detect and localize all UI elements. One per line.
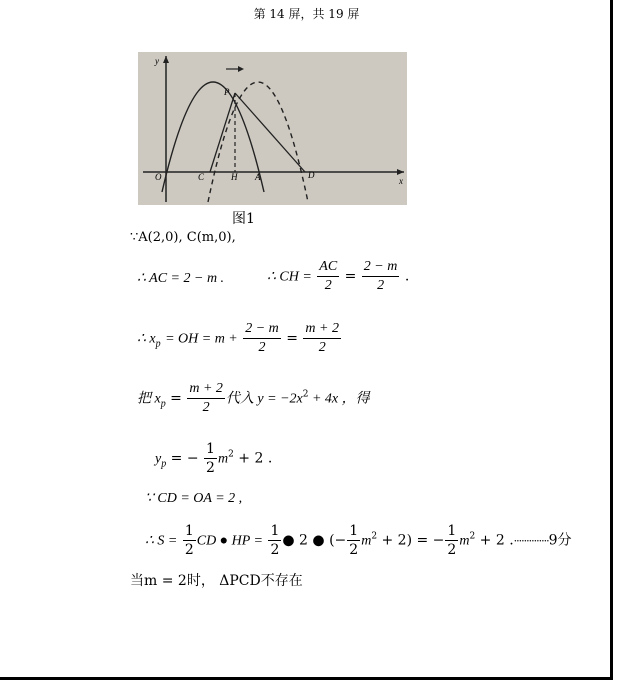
s-fraction-2 (268, 522, 281, 559)
segment-pd (235, 93, 305, 172)
yp-eq: = − (170, 450, 199, 467)
label-a: A (255, 172, 261, 182)
given-line: ∵A(2,0), C(m,0), (130, 230, 236, 245)
label-p: P (224, 87, 230, 97)
area-line (145, 522, 572, 559)
ch-f1-den: 2 (324, 278, 332, 293)
parabola-graph (138, 52, 407, 205)
s-fraction-1 (183, 522, 196, 559)
label-o: O (155, 172, 162, 182)
s-sup1: 2 (371, 531, 378, 542)
sub-end: + 4x ，得 (308, 391, 370, 407)
xp-f2-num: m + 2 (303, 320, 341, 339)
s-mid4: + 2) = − (377, 532, 445, 549)
shift-arrow-head (238, 66, 244, 72)
sub-f-den: 2 (202, 400, 210, 415)
xp-f2-den: 2 (318, 340, 326, 355)
score-label: 9分 (548, 532, 572, 549)
ch-f2-num: 2 − m (362, 258, 400, 277)
score-leader-dots: ·············· (513, 534, 549, 548)
s-sup2: 2 (469, 531, 476, 542)
segment-pc (210, 93, 235, 172)
solid-parabola (162, 82, 264, 192)
ch-f2-den: 2 (377, 278, 385, 293)
s-mid1: CD ● HP = (196, 533, 263, 549)
ch-fraction-1 (317, 258, 339, 295)
figure-caption: 图1 (232, 211, 255, 227)
sub-sub: p (160, 398, 166, 410)
s-f3-num: 1 (349, 523, 359, 539)
s-f4-num: 1 (447, 523, 457, 539)
yp-f-den: 2 (206, 460, 215, 476)
yp-line (155, 440, 272, 477)
s-mid2: ● 2 ● (− (282, 532, 347, 549)
yp-y: y (155, 451, 162, 467)
dashed-parabola (208, 82, 308, 202)
xp-therefore: ∴ x (137, 331, 156, 347)
ac-line (137, 270, 224, 287)
xp-eq: = (286, 330, 298, 347)
y-axis-arrow (163, 56, 169, 63)
label-d: D (308, 170, 315, 180)
ch-eq: = (344, 268, 357, 285)
xp-mid: = OH = m + (165, 331, 238, 347)
s-mid3: m (361, 533, 372, 549)
xp-sub: p (155, 338, 161, 350)
xp-fraction-1 (243, 320, 281, 357)
s-pre: ∴ S = (145, 533, 178, 549)
cd-expression: ∵ CD = OA = 2 , (145, 491, 243, 506)
s-f2-den: 2 (270, 542, 280, 558)
yp-sup: 2 (228, 449, 234, 460)
sub-sup: 2 (302, 389, 309, 400)
s-fraction-4 (445, 522, 458, 559)
conclusion-line: 当m = 2时， ΔPCD不存在 (130, 573, 303, 589)
yp-f-num: 1 (206, 441, 215, 457)
yp-end: + 2 . (233, 450, 273, 467)
page-indicator: 第 14 屏，共 19 屏 (253, 7, 360, 21)
yp-sub: p (161, 458, 167, 470)
label-x: x (399, 176, 403, 186)
yp-m: m (217, 451, 229, 467)
sub-pre: 把 x (137, 391, 161, 407)
s-f2-num: 1 (270, 523, 280, 539)
ac-expression: ∴ AC = 2 − m . (137, 271, 225, 286)
s-mid5: m (459, 533, 470, 549)
sub-f-num: m + 2 (187, 380, 225, 399)
label-y: y (155, 56, 159, 66)
ch-lhs: ∴ CH = (267, 269, 312, 285)
substitute-line (137, 380, 370, 417)
s-fraction-3 (347, 522, 360, 559)
ch-end: . (404, 268, 410, 285)
sub-fraction (187, 380, 225, 417)
label-h: H (231, 172, 238, 182)
ch-line (267, 258, 409, 295)
xp-fraction-2 (303, 320, 341, 357)
yp-fraction (204, 440, 217, 477)
xp-f1-den: 2 (258, 340, 266, 355)
xp-f1-num: 2 − m (243, 320, 281, 339)
ch-fraction-2 (362, 258, 400, 295)
s-f3-den: 2 (349, 542, 359, 558)
ch-f1-num: AC (317, 258, 339, 277)
sub-eq: = (170, 390, 182, 407)
sub-mid: 代入 y = −2x (225, 391, 303, 407)
cd-line (145, 490, 242, 507)
label-c: C (198, 172, 205, 182)
s-f1-den: 2 (184, 542, 194, 558)
s-f1-num: 1 (184, 523, 194, 539)
xp-line (137, 320, 342, 357)
x-axis-arrow (397, 169, 404, 175)
s-f4-den: 2 (447, 542, 457, 558)
s-end: + 2 . (475, 532, 514, 549)
figure-photo (138, 52, 407, 205)
